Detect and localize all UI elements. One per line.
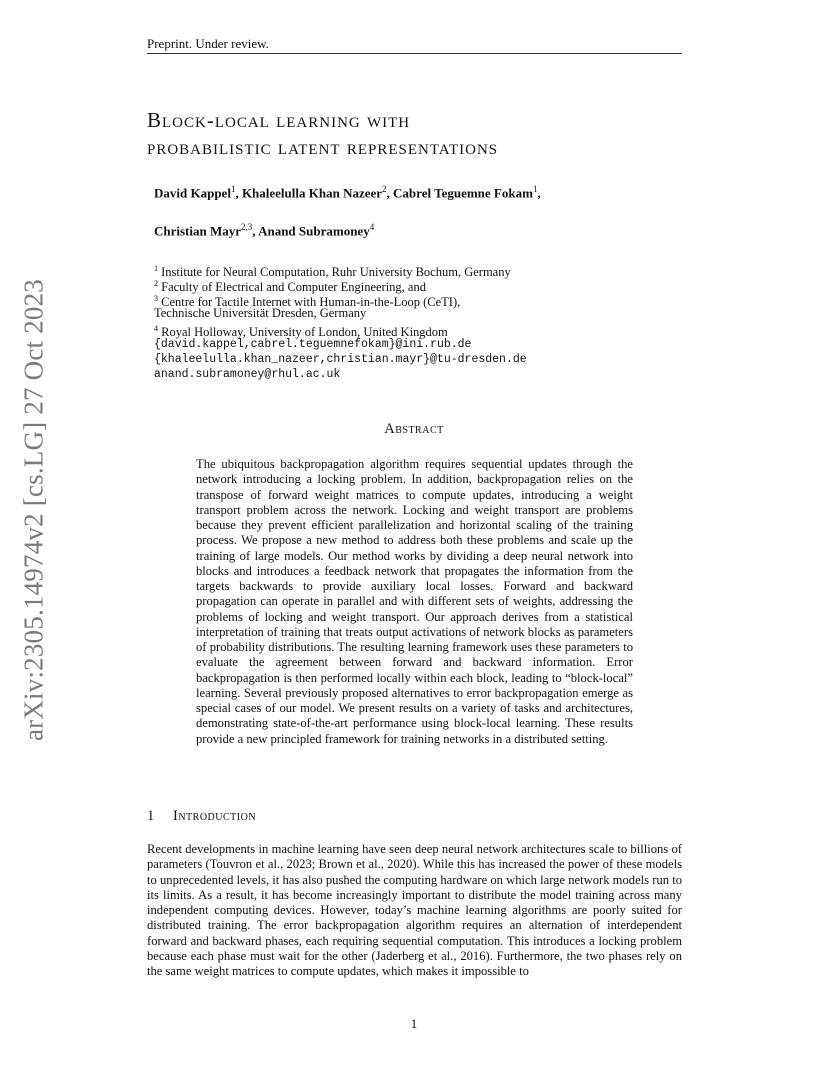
affiliation-text: Institute for Neural Computation, Ruhr University Bochum, Germany [161, 265, 511, 280]
paper-title-line-2: probabilistic latent representations [147, 135, 499, 159]
author-separator: , [386, 185, 394, 201]
author-name: David Kappel [154, 185, 231, 201]
section-number: 1 [147, 808, 155, 824]
affiliation-line [154, 306, 366, 321]
author-affiliation-mark: 2 [382, 184, 387, 194]
email-line: {khaleelulla.khan_nazeer,christian.mayr}@tu-dresden.de [154, 353, 527, 366]
author-name: Cabrel Teguemne Fokam [393, 185, 533, 201]
running-header: Preprint. Under review. [147, 36, 269, 51]
abstract-heading: Abstract [384, 421, 444, 437]
author-line-2 [154, 222, 374, 239]
author-affiliation-mark: 4 [369, 222, 375, 232]
header-rule [147, 53, 682, 54]
author-name: Anand Subramoney [258, 223, 370, 239]
abstract-body: The ubiquitous backpropagation algorithm requires sequential updates through the network introducing a locking problem. In addition, backpropagation relies on the transpose of forward weight matrices to compute updates, introducing a weight transport problem across the network. Locking and weight transport are problems because they prevent efficient parallelization and horizontal scaling of the training process. We propose a new method to address both these problems and scale up the training of large models. Our method works by dividing a deep neural network into blocks and introduces a feedback network that propagates the information from the targets backwards to provide auxiliary local losses. Forward and backward propagation can operate in parallel and with different sets of weights, addressing the problems of locking and weight transport. Our approach derives from a statistical interpretation of training that treats output activations of network blocks as parameters of probability distributions. The resulting learning framework uses these parameters to evaluate the agreement between forward and backward information. Error backpropagation is then performed locally within each block, leading to “block-local” learning. Several previously proposed alternatives to error backpropagation emerge as special cases of our model. We present results on a variety of tasks and architectures, demonstrating state-of-the-art performance using block-local learning. These results provide a new principled framework for training networks in a distributed setting. [196, 457, 633, 746]
affiliation-text: Faculty of Electrical and Computer Engineering, and [161, 280, 426, 295]
affiliation-text: Centre for Tactile Internet with Human-in-the-Loop (CeTI), [161, 295, 461, 310]
arxiv-stamp-text: arXiv:2305.14974v2 [cs.LG] 27 Oct 2023 [18, 278, 49, 742]
affiliation-text: Technische Universität Dresden, Germany [154, 306, 367, 320]
affiliation-mark: 3 [154, 294, 158, 303]
author-separator: , [235, 185, 242, 201]
affiliation-mark: 2 [154, 279, 158, 288]
author-affiliation-mark: 1 [230, 184, 236, 194]
email-line: {david.kappel,cabrel.teguemnefokam}@ini.rub.de [154, 338, 472, 351]
author-name: Christian Mayr [154, 223, 242, 239]
introduction-body: Recent developments in machine learning have seen deep neural network architectures scale to billions of parameters (Touvron et al., 2023; Brown et al., 2020). While this has increased the power of these models to unprecedented levels, it has also pushed the computing hardware on which large network models run to its limits. As a result, it has become increasingly important to distribute the model training across many independent computing devices. However, today’s machine learning algorithms are poorly suited for distributed training. The error backpropagation algorithm requires an alternation of interdependent forward and backward phases, each requiring sequential computation. This introduces a locking problem because each phase must wait for the other (Jaderberg et al., 2016). Furthermore, the two phases rely on the same weight matrices to compute updates, which makes it impossible to [147, 842, 682, 978]
author-affiliation-mark: 1 [532, 184, 538, 194]
author-affiliation-mark: 2,3 [241, 222, 253, 232]
author-separator: , [537, 185, 541, 201]
affiliation-text: Royal Holloway, University of London, United Kingdom [161, 325, 448, 340]
paper-title-line-1: Block-local learning with [147, 108, 411, 132]
page-number: 1 [410, 1016, 418, 1031]
author-line-1 [154, 184, 541, 201]
email-line: anand.subramoney@rhul.ac.uk [154, 368, 341, 381]
affiliation-mark: 4 [154, 324, 158, 333]
author-name: Khaleelulla Khan Nazeer [241, 185, 383, 201]
author-separator: , [252, 223, 259, 239]
affiliation-mark: 1 [154, 264, 158, 273]
section-title: Introduction [173, 808, 257, 824]
